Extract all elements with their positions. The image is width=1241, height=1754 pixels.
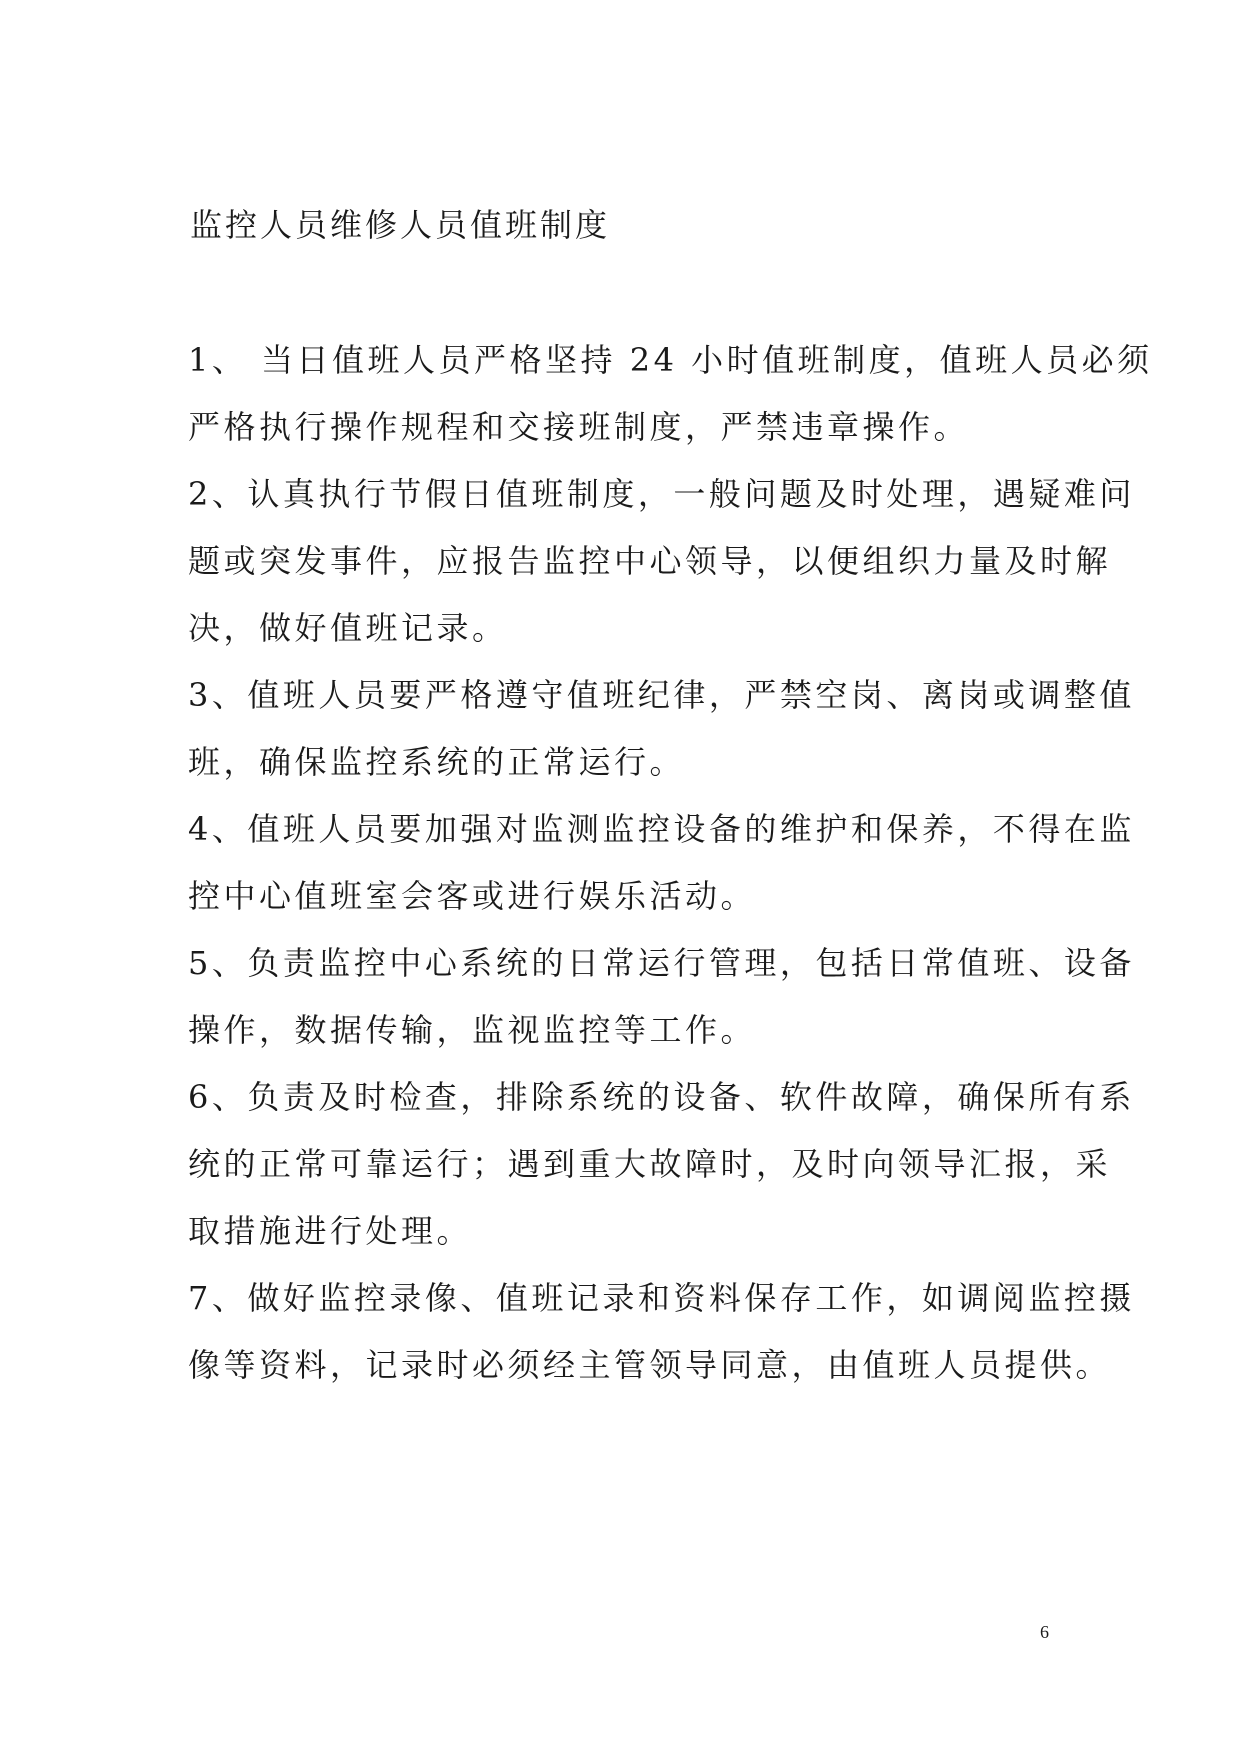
paragraph-line: 2、认真执行节假日值班制度，一般问题及时处理，遇疑难问: [188, 475, 1135, 513]
paragraph-3: [188, 662, 1135, 796]
paragraph-7: [188, 1265, 1135, 1399]
paragraph-1: [188, 327, 1153, 461]
paragraph-line: 3、值班人员要严格遵守值班纪律，严禁空岗、离岗或调整值: [188, 676, 1135, 714]
paragraph-5: [188, 930, 1135, 1064]
paragraph-line: 取措施进行处理。: [188, 1212, 473, 1250]
paragraph-line: 1、 当日值班人员严格坚持 24 小时值班制度，值班人员必须: [188, 341, 1153, 379]
paragraph-line: 操作，数据传输，监视监控等工作。: [188, 1011, 757, 1049]
document-title: 监控人员维修人员值班制度: [190, 206, 611, 244]
paragraph-6: [188, 1064, 1135, 1265]
paragraph-line: 5、负责监控中心系统的日常运行管理，包括日常值班、设备: [188, 944, 1135, 982]
paragraph-line: 严格执行操作规程和交接班制度，严禁违章操作。: [188, 408, 970, 446]
paragraph-line: 题或突发事件，应报告监控中心领导，以便组织力量及时解: [188, 542, 1112, 580]
paragraph-line: 6、负责及时检查，排除系统的设备、软件故障，确保所有系: [188, 1078, 1135, 1116]
paragraph-line: 班，确保监控系统的正常运行。: [188, 743, 686, 781]
paragraph-2: [188, 461, 1135, 662]
paragraph-4: [188, 796, 1135, 930]
page-number: 6: [1040, 1622, 1049, 1642]
paragraph-line: 控中心值班室会客或进行娱乐活动。: [188, 877, 757, 915]
paragraph-line: 4、值班人员要加强对监测监控设备的维护和保养，不得在监: [188, 810, 1135, 848]
paragraph-line: 像等资料，记录时必须经主管领导同意，由值班人员提供。: [188, 1346, 1112, 1384]
document-body: [188, 327, 1153, 1399]
paragraph-line: 统的正常可靠运行；遇到重大故障时，及时向领导汇报，采: [188, 1145, 1112, 1183]
paragraph-line: 7、做好监控录像、值班记录和资料保存工作，如调阅监控摄: [188, 1279, 1135, 1317]
paragraph-line: 决，做好值班记录。: [188, 609, 508, 647]
